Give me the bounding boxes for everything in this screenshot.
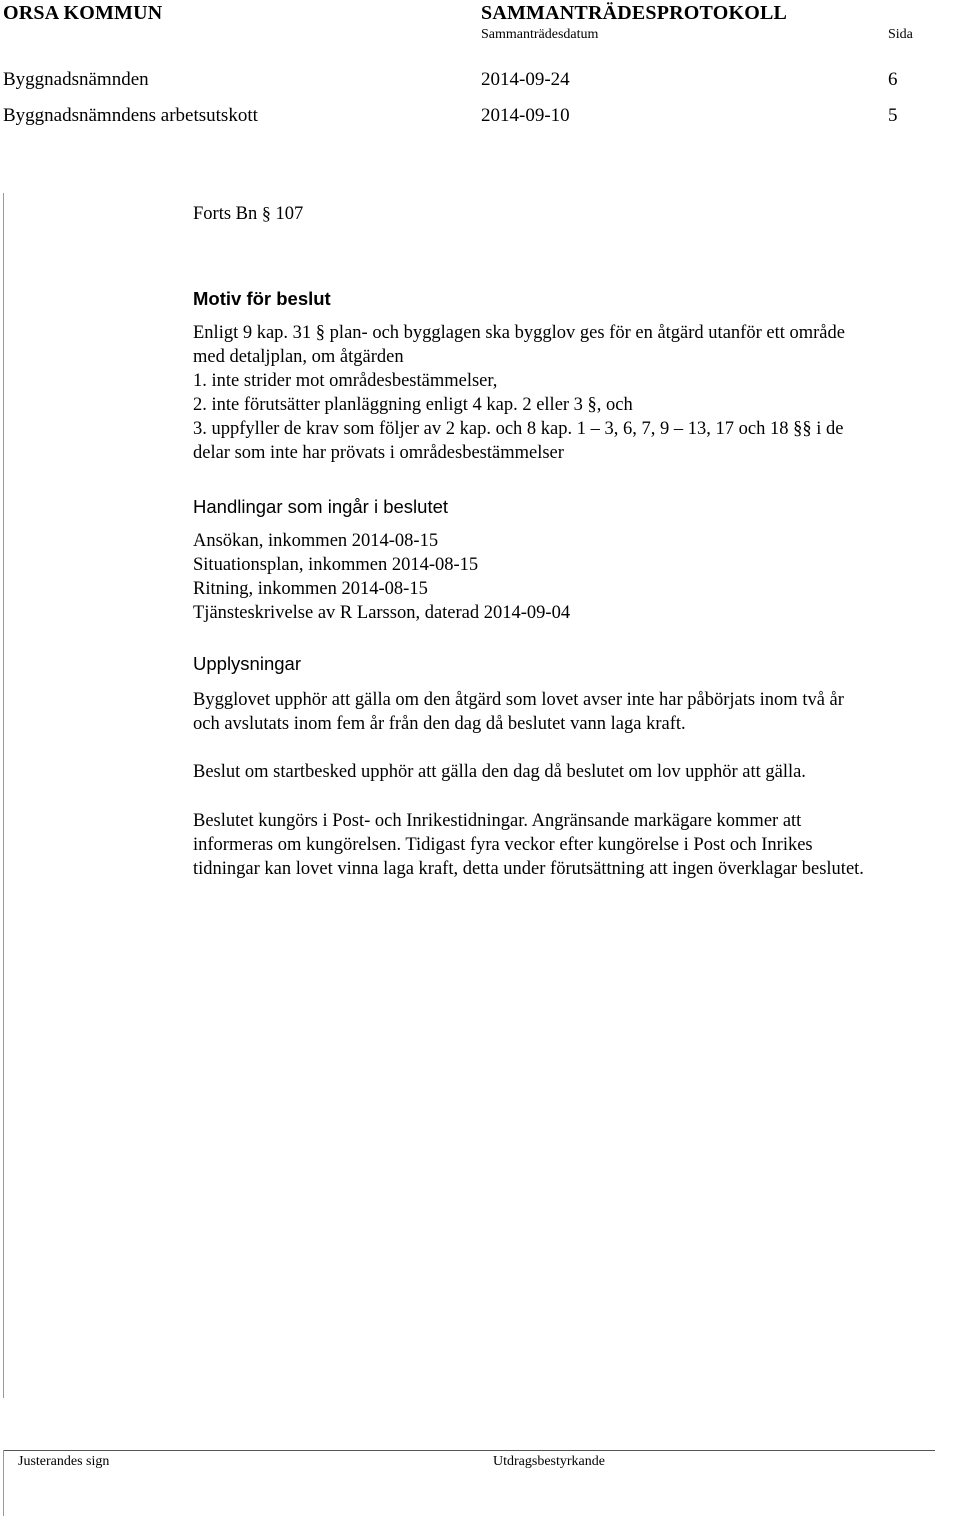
meeting-body: Byggnadsnämnden [3, 69, 149, 90]
upplysning-line: och avslutats inom fem år från den dag då beslutet vann laga kraft. [193, 714, 686, 734]
handlingar-heading: Handlingar som ingår i beslutet [193, 496, 449, 517]
motiv-line: Enligt 9 kap. 31 § plan- och bygglagen ska bygglov ges för en åtgärd utanför ett område [193, 323, 845, 343]
document-type: SAMMANTRÄDESPROTOKOLL [481, 2, 788, 24]
footer-divider [3, 1450, 935, 1451]
meeting-page: 5 [888, 105, 898, 126]
footer-margin-line [3, 1450, 4, 1516]
handling-item: Ansökan, inkommen 2014-08-15 [193, 531, 439, 551]
forts-number: 107 [275, 204, 304, 224]
upplysning-line: informeras om kungörelsen. Tidigast fyra veckor efter kungörelse i Post och Inrikes [193, 835, 813, 855]
meeting-body: Byggnadsnämndens arbetsutskott [3, 105, 258, 126]
meeting-date: 2014-09-24 [481, 69, 570, 90]
upplysning-line: Beslut om startbesked upphör att gälla den dag då beslutet om lov upphör att gälla. [193, 762, 806, 782]
upplysning-line: Bygglovet upphör att gälla om den åtgärd som lovet avser inte har påbörjats inom två år [193, 690, 844, 710]
handling-item: Ritning, inkommen 2014-08-15 [193, 579, 428, 599]
forts-prefix: Forts Bn [193, 204, 258, 224]
footer-sign-label: Justerandes sign [18, 1454, 110, 1469]
motiv-line: 3. uppfyller de krav som följer av 2 kap. och 8 kap. 1 – 3, 6, 7, 9 – 13, 17 och 18 §§ i de [193, 419, 844, 439]
margin-line [3, 193, 4, 1398]
handling-item: Situationsplan, inkommen 2014-08-15 [193, 555, 479, 575]
motiv-line: 1. inte strider mot områdesbestämmelser, [193, 371, 498, 391]
upplysningar-heading: Upplysningar [193, 653, 301, 674]
motiv-line: 2. inte förutsätter planläggning enligt 4 kap. 2 eller 3 §, och [193, 395, 633, 415]
page-column-label: Sida [888, 27, 913, 42]
org-name: ORSA KOMMUN [3, 2, 163, 24]
section-sign-icon: § [261, 203, 271, 223]
footer-certified-label: Utdragsbestyrkande [493, 1454, 605, 1469]
upplysning-line: tidningar kan lovet vinna laga kraft, detta under förutsättning att ingen överklagar beslutet. [193, 859, 864, 879]
motiv-line: med detaljplan, om åtgärden [193, 347, 404, 367]
motiv-line: delar som inte har prövats i områdesbestämmelser [193, 443, 564, 463]
meeting-page: 6 [888, 69, 898, 90]
motiv-heading: Motiv för beslut [193, 288, 331, 309]
forts-line [193, 203, 303, 225]
date-column-label: Sammanträdesdatum [481, 27, 599, 42]
handling-item: Tjänsteskrivelse av R Larsson, daterad 2014-09-04 [193, 603, 571, 623]
upplysning-line: Beslutet kungörs i Post- och Inrikestidningar. Angränsande markägare kommer att [193, 811, 802, 831]
meeting-date: 2014-09-10 [481, 105, 570, 126]
